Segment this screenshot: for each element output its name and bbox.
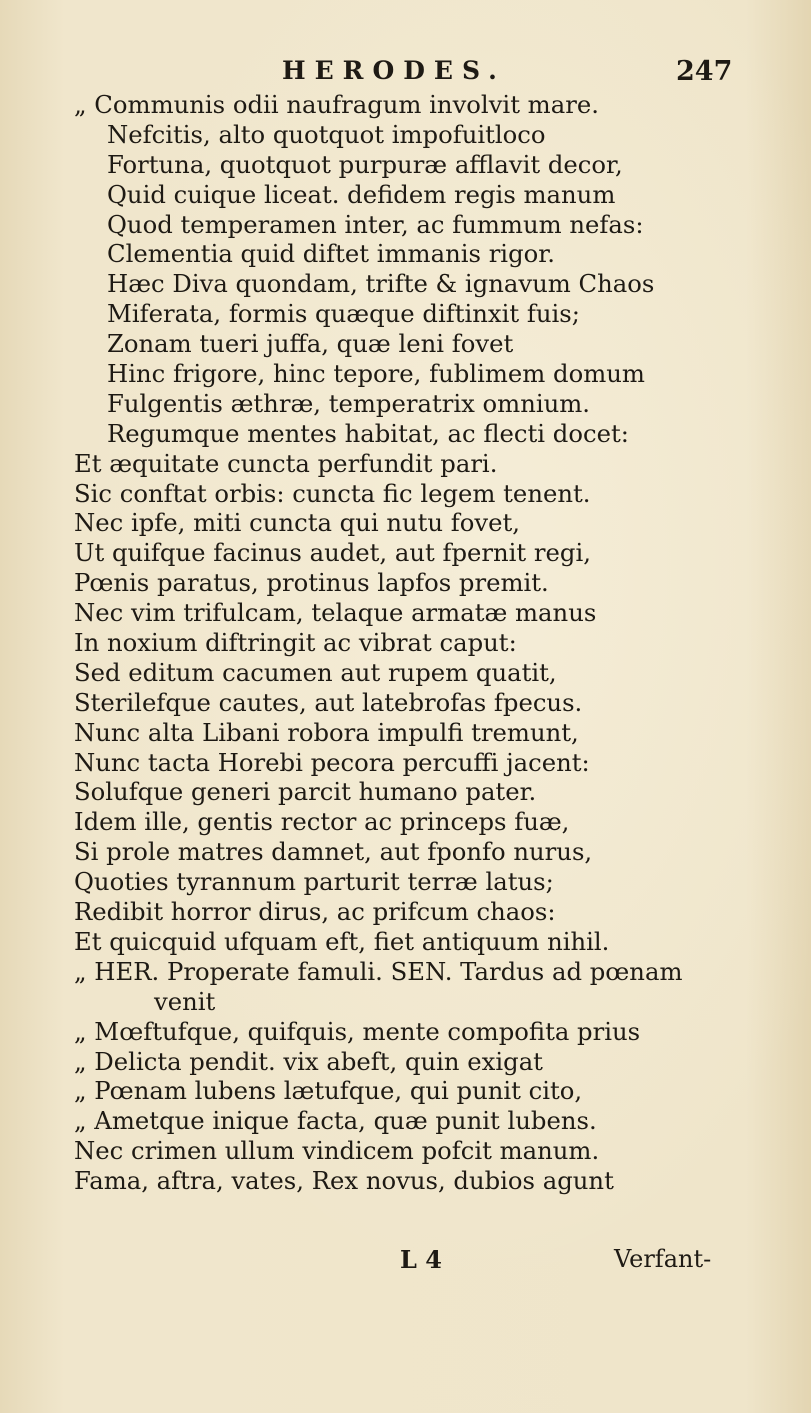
verse-line: Idem ille, gentis rector ac princeps fuæ,	[74, 807, 570, 837]
verse-line: Et æquitate cuncta perfundit pari.	[74, 448, 498, 478]
verse-line: Sed editum cacumen aut rupem quatit,	[74, 657, 557, 687]
verse-line: Zonam tueri juffa, quæ leni fovet	[107, 329, 514, 359]
page-footer	[0, 1245, 811, 1275]
verse-line: In noxium diftringit ac vibrat caput:	[74, 628, 517, 658]
verse-line: Hæc Diva quondam, trifte & ignavum Chaos	[107, 269, 655, 299]
verse-line: Fortuna, quotquot purpuræ afflavit decor,	[107, 149, 623, 179]
verse-line: Quid cuique liceat. defidem regis manum	[107, 179, 616, 209]
verse-line: Si prole matres damnet, aut fponfo nurus,	[74, 837, 593, 867]
page-number: 247	[676, 56, 733, 87]
verse-line: Fulgentis æthræ, temperatrix omnium.	[107, 388, 591, 418]
verse-text	[74, 90, 764, 1196]
verse-line: Nunc tacta Horebi pecora percuffi jacent:	[74, 747, 590, 777]
verse-line: Solufque generi parcit humano pater.	[74, 777, 537, 807]
verse-line: Nefcitis, alto quotquot impofuitloco	[107, 119, 546, 149]
verse-line: Hinc frigore, hinc tepore, fublimem domum	[107, 359, 645, 389]
verse-line: „ Communis odii naufragum involvit mare.	[74, 90, 599, 119]
verse-line: Quod temperamen inter, ac fummum nefas:	[107, 209, 644, 239]
signature-mark: L 4	[400, 1245, 442, 1274]
verse-line: Nec crimen ullum vindicem pofcit manum.	[74, 1136, 600, 1166]
verse-line: Quoties tyrannum parturit terræ latus;	[74, 867, 554, 897]
verse-line: Sterilefque cautes, aut latebrofas fpecus.	[74, 687, 583, 717]
verse-line: Fama, aftra, vates, Rex novus, dubios agunt	[74, 1166, 614, 1196]
verse-line: Nec vim trifulcam, telaque armatæ manus	[74, 598, 597, 628]
verse-line: „ Pœnam lubens lætufque, qui punit cito,	[74, 1076, 583, 1106]
dialogue-line: „ HER. Properate famuli. SEN. Tardus ad pœnam	[74, 956, 683, 986]
verse-line: Nunc alta Libani robora impulfi tremunt,	[74, 717, 579, 747]
verse-line: Nec ipfe, miti cuncta qui nutu fovet,	[74, 508, 521, 538]
verse-line: „ Mœftufque, quifquis, mente compofita prius	[74, 1016, 641, 1046]
verse-line: Sic conftat orbis: cuncta fic legem tenent.	[74, 478, 591, 508]
verse-line: Pœnis paratus, protinus lapfos premit.	[74, 568, 549, 598]
verse-line: „ Delicta pendit. vix abeft, quin exigat	[74, 1046, 543, 1076]
verse-line: Regumque mentes habitat, ac flecti docet:	[107, 418, 629, 448]
running-head: HERODES.	[282, 56, 506, 85]
verse-line: Ut quifque facinus audet, aut fpernit regi,	[74, 538, 591, 568]
verse-line: Clementia quid diftet immanis rigor.	[107, 239, 555, 269]
dialogue-continuation: venit	[154, 986, 216, 1016]
verse-line: Redibit horror dirus, ac prifcum chaos:	[74, 897, 556, 927]
verse-line: Miferata, formis quæque diftinxit fuis;	[107, 299, 580, 329]
verse-line: Et quicquid ufquam eft, fiet antiquum nihil.	[74, 926, 610, 956]
catchword: Verfant-	[614, 1245, 712, 1273]
verse-line: „ Ametque inique facta, quæ punit lubens.	[74, 1106, 597, 1136]
